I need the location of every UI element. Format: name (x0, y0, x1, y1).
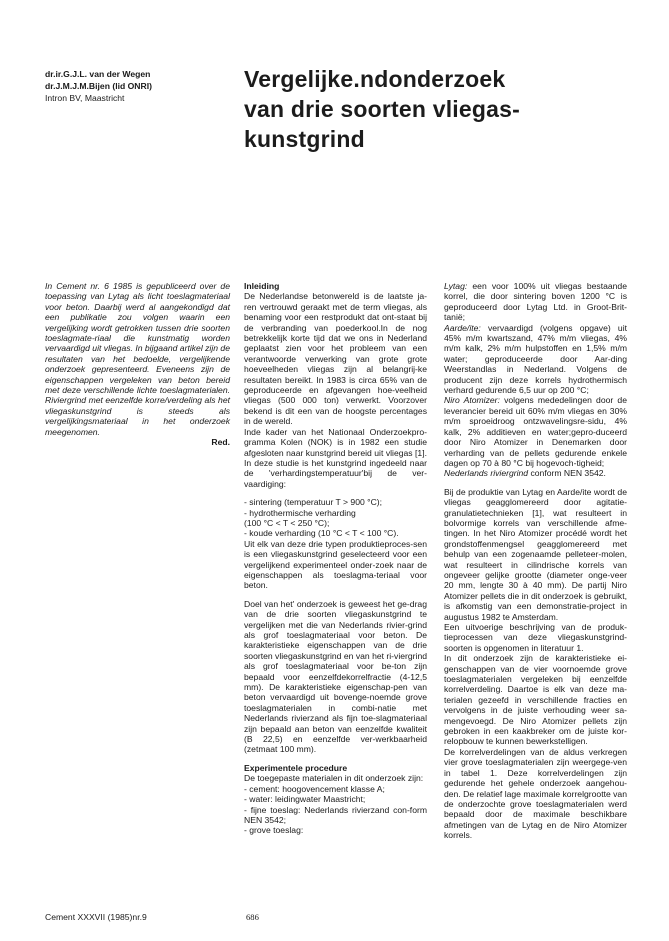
title-line-1: Vergelijke.ndonderzoek (244, 66, 506, 92)
list-item: - koude verharding (10 °C < T < 100 °C). (244, 528, 399, 539)
editor-signature: Red. (211, 437, 230, 448)
affiliation: Intron BV, Maastricht (45, 93, 125, 103)
editor-intro (45, 281, 230, 448)
list-item: - hydrothermische verharding (244, 507, 356, 518)
paragraph: Bij de produktie van Lytag en Aarde/ite wordt de vliegas geagglomereerd door agitatie-granulatietechnieken [1], wat resulteert in bolvormige korrels van verschillende afme-tingen. In het Niro Atomizer procédé wordt het grondstoffenmengsel geagglomereerd met behulp van een zogenaamde pelleteer-molen, wat resulteert in cilindrische korrels van ongeveer gelijke grootte (diameter onge-veer 20 mm, lengte 30 à 40 mm). De partij Niro Atomizer pellets die in dit onderzoek is gebruikt, is afkomstig van een demonstratie-project in augustus 1982 te Amsterdam. (444, 486, 627, 622)
journal-footer: Cement XXXVII (1985)nr.9 (45, 912, 147, 922)
paragraph: De korrelverdelingen van de aldus verkregen vier grove toeslagmaterialen zijn weergege-ven in tabel 1. Deze korrelverdelingen zijn gedurende het gehele onderzoek aangehou-den. De relatief lage maximale korrelgrootte van de onderzochte grove toeslagmaterialen werd bepaald door de maximale beschikbare afmetingen van de Lytag en de Niro Atomizer korrels. (444, 746, 627, 841)
list-item: (100 °C < T < 250 °C); (244, 517, 330, 528)
list-item: - water: leidingwater Maastricht; (244, 794, 366, 805)
page-number: 686 (246, 912, 259, 922)
paragraph: In dit onderzoek zijn de karakteristieke ei-genschappen van de vier voornoemde grove toeslagmaterialen vergeleken bij eenzelfde korrelverdeling. Daartoe is elk van deze ma-terialen gezeefd in verschillende fracties en vervolgens in de juiste verhouding weer sa-mengevoegd. De Niro Atomizer pellets zijn gebroken in een kaakbreker om de juiste kor-relopbouw te kunnen bewerkstelligen. (444, 653, 627, 747)
author-block (45, 68, 225, 104)
article-title (244, 64, 624, 154)
paragraph: Uit elk van deze drie typen produktieproces-sen is een vliegaskunstgrind geselecteerd voor een vergelijkend experimenteel onder-zoek naar de eigenschappen als toeslagma-teriaal voor beton. (244, 538, 427, 591)
intro-text: In Cement nr. 6 1985 is gepubliceerd over de toepassing van Lytag als licht toeslagmateriaal voor beton. Daarbij werd al aangekondigd dat een publikatie zou volgen waarin een vergelijking wordt getrokken tussen drie soorten toeslagmate-riaal die kunstmatig worden vervaardigd uit vliegas. In bijgaand artikel zijn de resultaten van het bedoelde, vergelijkende onderzoek gepresenteerd. Eveneens zijn de eigenschappen vergeleken van beton bereid met deze verschillende lichte toeslagmaterialen. Riviergrind met eenzelfde korre/verdeling als het vliegaskunstgrind is steeds als vergelijkingsmateriaal in het onderzoek meegenomen. (45, 281, 230, 437)
paragraph: Een uitvoerige beschrijving van de produk-tieprocessen van deze vliegaskunstgrind-soorten is opgenomen in literatuur 1. (444, 622, 627, 653)
material-aardelite: Aarde/ite: vervaardigd (volgens opgave) uit 45% m/m kwartszand, 47% m/m vliegas, 4% m/m kalk, 2% m/m hulpstoffen en 1,5% m/m water; geproduceerde door Aar-ding Weerstandlas in Nederland. Volgens de producent zijn deze korrels hydrothermisch verhard gedurende 6,5 uur op 200 °C; (444, 322, 627, 396)
material-riviergrind: Nederlands riviergrind conform NEN 3542. (444, 468, 606, 479)
author-1: dr.ir.G.J.L. van der Wegen (45, 69, 151, 79)
column-3 (444, 281, 627, 841)
material-lytag: Lytag: een voor 100% uit vliegas bestaande korrel, die door sintering boven 1200 °C is geproduceerd door Lytag Ltd. in Groot-Brit-tanië; (444, 281, 627, 323)
material-niro: Niro Atomizer: volgens mededelingen door de leverancier bereid uit 60% m/m vliegas en 30% m/m sproeidroog ontzwavelingsre-sidu, 4% kalk, 2% additieven en water;gepro-duceerd door Niro Atomizer in Denemarken door verharding van de pellets gedurende enkele dagen op 70 à 80 °C bij hogevoch-tigheid; (444, 395, 627, 468)
paragraph: De toegepaste materialen in dit onderzoek zijn: (244, 773, 424, 784)
section-heading-procedure: Experimentele procedure (244, 762, 348, 773)
section-heading-inleiding: Inleiding (244, 281, 280, 291)
paragraph: Doel van het' onderzoek is geweest het ge-drag van de drie soorten vliegaskunstgrind te vergelijken met die van Nederlands rivier-grind als grof toeslagmateriaal voor beton. De karakteristieke eigenschappen van de drie soorten vliegaskunstgrind en van het ri-viergrind als grof toeslagmateriaal voor be-ton zijn bepaald voor eenzelfdekorrelfractie (4-12,5 mm). De karakteristieke eigenschap-pen van beton vervaardigd uit bovenge-noemde grove toeslagmaterialen in combi-natie met Nederlands rivierzand als fijn toe-slagmateriaal zijn bepaald aan beton van eenzelfde kwaliteit (B 22,5) en eenzelfde ver-werkbaarheid (zetmaat 100 mm). (244, 598, 427, 755)
author-2: dr.J.M.J.M.Bijen (lid ONRI) (45, 81, 152, 91)
title-line-3: kunstgrind (244, 126, 365, 152)
list-item: - cement: hoogovencement klasse A; (244, 783, 385, 794)
list-item: - grove toeslag: (244, 825, 304, 836)
list-item: - fijne toeslag: Nederlands rivierzand con-form NEN 3542; (244, 804, 427, 825)
paragraph: De Nederlandse betonwereld is de laatste ja-ren vertrouwd geraakt met de term vliegas, als benaming voor een restprodukt dat ont-staat bij de verbranding van poederkool.In de nog betrekkelijk korte tijd dat we ons in Nederland geplaatst zien voor het probleem van een verantwoorde verwerking van grote grote hoeveelheden vliegas zijn al belangrij-ke resultaten bereikt. In 1983 is circa 65% van de geproduceerde en afgevangen hoe-veelheid vliegas (500 000 ton) verwerkt. Voorzover bekend is dit een van de hoogste percentages in de wereld. (244, 291, 427, 427)
list-item: - sintering (temperatuur T > 900 °C); (244, 497, 383, 508)
column-2 (244, 281, 427, 836)
paragraph: Inde kader van het Nationaal Onderzoekpro-gramma Kolen (NOK) is in 1982 een studie afgesloten naar kunstgrind bereid uit vliegas [1]. In deze studie is het kunstgrind ingedeeld naar de 'verhardingstemperatuur'bij de ver-vaardiging: (244, 426, 427, 489)
title-line-2: van drie soorten vliegas- (244, 96, 520, 122)
